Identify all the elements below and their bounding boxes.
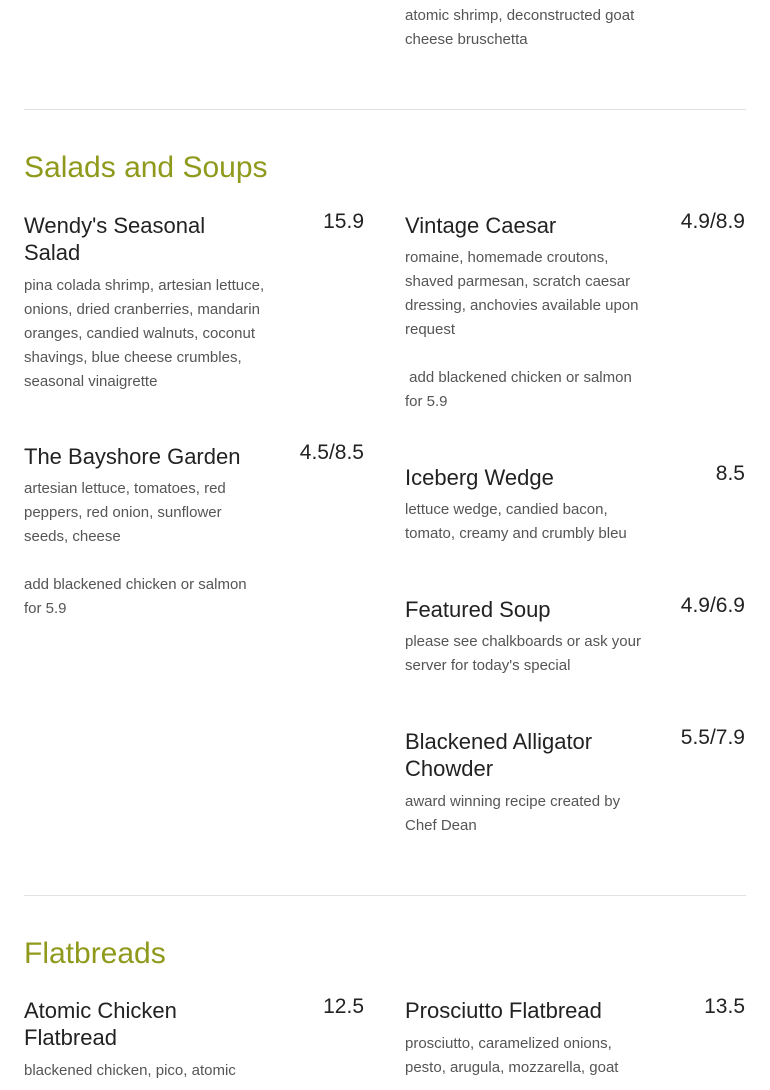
menu-item-name: Blackened Alligator Chowder [405,729,593,781]
menu-item-name: Vintage Caesar [405,213,557,238]
menu-item-name: Atomic Chicken Flatbread [24,998,177,1050]
menu-item-name: Prosciutto Flatbread [405,998,602,1023]
menu-item-description: romaine, homemade croutons, shaved parmesan, scratch caesar dressing, anchovies available upon request [405,249,639,338]
menu-item-note: add blackened chicken or salmon for 5.9 [24,576,247,617]
menu-item-description: artesian lettuce, tomatoes, red peppers, red onion, sunflower seeds, cheese [24,480,226,545]
section-title-flatbreads: Flatbreads [24,937,166,970]
menu-item-name: Iceberg Wedge [405,465,554,490]
section-divider [24,109,746,110]
menu-item-note: add blackened chicken or salmon for 5.9 [405,369,636,410]
menu-item-price: 4.9/8.9 [680,210,745,233]
menu-item-price: 4.5/8.5 [299,441,364,464]
menu-item-price: 13.5 [704,995,745,1018]
menu-item-name: The Bayshore Garden [24,444,241,469]
menu-item-name: Wendy's Seasonal Salad [24,213,206,265]
section-divider [24,895,746,896]
menu-item-description: award winning recipe created by Chef Dean [405,793,621,834]
menu-item-price: 8.5 [715,462,745,485]
menu-item-name: Featured Soup [405,597,551,622]
menu-item-description: lettuce wedge, candied bacon, tomato, creamy and crumbly bleu [405,501,627,542]
top-partial-description: atomic shrimp, deconstructed goat cheese bruschetta [405,7,635,48]
menu-item-description: please see chalkboards or ask your server for today's special [405,633,641,674]
menu-item-description: prosciutto, caramelized onions, pesto, arugula, mozzarella, goat [405,1035,619,1076]
menu-item-price: 15.9 [323,210,364,233]
menu-item-price: 5.5/7.9 [680,726,745,749]
menu-item-description [405,0,645,52]
menu-item-price: 12.5 [323,995,364,1018]
menu-item-description: blackened chicken, pico, atomic [24,1062,236,1079]
section-title-salads-and-soups: Salads and Soups [24,151,268,184]
menu-item-price: 4.9/6.9 [680,594,745,617]
menu-item-description: pina colada shrimp, artesian lettuce, onions, dried cranberries, mandarin oranges, candied walnuts, coconut shavings, blue cheese crumbles, seasonal vinaigrette [24,277,265,390]
